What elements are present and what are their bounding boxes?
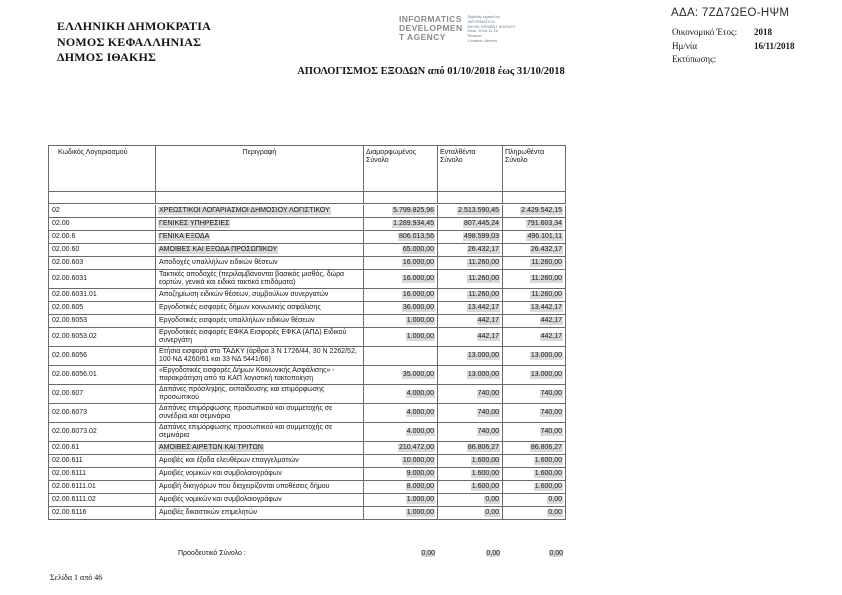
ordered-total-cell: 740,00	[438, 404, 503, 423]
ordered-total-cell: 740,00	[438, 385, 503, 404]
gov-line-municipality: ΔΗΜΟΣ ΙΘΑΚΗΣ	[57, 50, 157, 64]
formed-total-cell: 4.000,00	[364, 385, 438, 404]
account-code-cell: 02.00.6031	[49, 270, 156, 289]
description-cell: Εργοδοτικές εισφορές δήμων κοινωνικής ασφάλισης	[156, 302, 364, 315]
ordered-total-cell: 2.513.590,45	[438, 205, 503, 218]
table-row	[49, 270, 566, 289]
gov-line-republic: ΕΛΛΗΝΙΚΗ ΔΗΜΟΚΡΑΤΙΑ	[57, 19, 211, 33]
stamp-detail-line: Date: 2018.11.16	[467, 28, 498, 34]
paid-total-cell: 1.600,00	[503, 481, 566, 494]
account-code-cell: 02.00.6111	[49, 468, 156, 481]
description-cell: ΧΡΕΩΣΤΙΚΟΙ ΛΟΓΑΡΙΑΣΜΟΙ ΔΗΜΟΣΙΟΥ ΛΟΓΙΣΤΙΚΟΥ	[156, 205, 364, 218]
table-row	[49, 347, 566, 366]
description-cell: Αποδοχές υπαλλήλων ειδικών θέσεων	[156, 257, 364, 270]
table-row	[49, 289, 566, 302]
formed-total-cell: 5.799.825,96	[364, 205, 438, 218]
description-cell: ΓΕΝΙΚΑ ΕΞΟΔΑ	[156, 231, 364, 244]
account-code-cell: 02.00.6031.01	[49, 289, 156, 302]
formed-total-cell: 210.472,00	[364, 442, 438, 455]
table-row	[49, 218, 566, 231]
description-cell: Αμοιβές δικαστικών επιμελητών	[156, 507, 364, 520]
progressive-total-formed: 0,00	[421, 550, 435, 557]
description-cell: Αμοιβές και έξοδα ελευθέρων επαγγελματιών	[156, 455, 364, 468]
paid-total-cell: 0,00	[503, 507, 566, 520]
ordered-total-cell: 442,17	[438, 315, 503, 328]
ordered-total-cell: 1.600,00	[438, 455, 503, 468]
paid-total-cell: 740,00	[503, 404, 566, 423]
account-code-cell: 02.00.60	[49, 244, 156, 257]
stamp-agency-name	[399, 15, 463, 44]
account-code-cell: 02.00.6116	[49, 507, 156, 520]
table-row	[49, 328, 566, 347]
table-row	[49, 385, 566, 404]
progressive-total-formed-cell	[364, 549, 438, 558]
table-row	[49, 442, 566, 455]
table-row	[49, 244, 566, 257]
spacer-cell	[503, 192, 566, 204]
table-row	[49, 455, 566, 468]
ordered-total-cell: 1.600,00	[438, 481, 503, 494]
stamp-detail-line: Location: Athens	[467, 37, 498, 43]
table-row	[49, 257, 566, 270]
spacer-cell	[364, 192, 438, 204]
formed-total-cell: 8.000,00	[364, 481, 438, 494]
formed-total-cell: 1.000,00	[364, 494, 438, 507]
header-description: Περιγραφή	[156, 146, 364, 192]
print-date-label: Ημ/νία	[672, 40, 698, 51]
formed-total-cell: 65.000,00	[364, 244, 438, 257]
table-body	[49, 205, 566, 520]
header-ordered-total: Ενταλθέντα Σύνολο	[438, 146, 503, 192]
table-row	[49, 302, 566, 315]
stamp-detail-line: Digitally signed by	[467, 14, 500, 19]
progressive-total-paid-cell	[503, 549, 566, 558]
formed-total-cell: 9.000,00	[364, 468, 438, 481]
account-code-cell: 02.00.607	[49, 385, 156, 404]
description-cell: Δαπάνες επιμόρφωσης προσωπικού και συμμετοχής σε συνέδρια και σεμινάρια	[156, 404, 364, 423]
paid-total-cell: 740,00	[503, 423, 566, 442]
description-cell: Αμοιβές νομικών και συμβολαιογράφων	[156, 494, 364, 507]
ordered-total-cell: 1.600,00	[438, 468, 503, 481]
print-date-label-2: Εκτύπωσης:	[672, 54, 717, 64]
page-number: Σελίδα 1 από 46	[50, 573, 103, 582]
description-cell: Δαπάνες πρόσληψης, εκπαίδευσης και επιμόρφωσης προσωπικού	[156, 385, 364, 404]
paid-total-cell: 496.101,11	[503, 231, 566, 244]
report-meta	[672, 26, 795, 67]
ada-code: ΑΔΑ: 7ΖΔ7ΩΕΟ-ΗΨΜ	[671, 7, 790, 19]
spacer-row	[49, 192, 566, 205]
header-formed-total: Διαμορφωμένος Σύνολο	[364, 146, 438, 192]
formed-total-cell: 16.000,00	[364, 270, 438, 289]
account-code-cell: 02.00.6111.01	[49, 481, 156, 494]
description-cell: ΓΕΝΙΚΕΣ ΥΠΗΡΕΣΙΕΣ	[156, 218, 364, 231]
account-code-cell: 02.00.61	[49, 442, 156, 455]
account-code-cell: 02.00.605	[49, 302, 156, 315]
formed-total-cell: 35.000,00	[364, 366, 438, 385]
table-row	[49, 315, 566, 328]
paid-total-cell: 740,00	[503, 385, 566, 404]
ordered-total-cell: 86.806,27	[438, 442, 503, 455]
paid-total-cell: 1.600,00	[503, 468, 566, 481]
fiscal-year-row	[672, 26, 795, 40]
progressive-total-ordered-cell	[438, 549, 503, 558]
account-code-cell: 02.00.6073.02	[49, 423, 156, 442]
paid-total-cell: 791.603,34	[503, 218, 566, 231]
ordered-total-cell: 11.260,00	[438, 289, 503, 302]
formed-total-cell: 1.000,00	[364, 328, 438, 347]
paid-total-cell: 1.600,00	[503, 455, 566, 468]
ordered-total-cell: 11.260,00	[438, 257, 503, 270]
formed-total-cell: 1.000,00	[364, 507, 438, 520]
paid-total-cell: 11.260,00	[503, 257, 566, 270]
table-row	[49, 205, 566, 218]
ordered-total-cell: 0,00	[438, 507, 503, 520]
formed-total-cell: 36.000,00	[364, 302, 438, 315]
ordered-total-cell: 0,00	[438, 494, 503, 507]
formed-total-cell	[364, 347, 438, 366]
paid-total-cell: 26.432,17	[503, 244, 566, 257]
account-code-cell: 02.00.611	[49, 455, 156, 468]
ordered-total-cell: 807.445,24	[438, 218, 503, 231]
progressive-total-ordered: 0,00	[486, 550, 500, 557]
account-code-cell: 02.00.6073	[49, 404, 156, 423]
paid-total-cell: 13.442,17	[503, 302, 566, 315]
spacer-cell	[156, 192, 364, 204]
account-code-cell: 02.00.6	[49, 231, 156, 244]
paid-total-cell: 442,17	[503, 315, 566, 328]
ordered-total-cell: 11.260,00	[438, 270, 503, 289]
description-cell: ΑΜΟΙΒΕΣ ΑΙΡΕΤΩΝ ΚΑΙ ΤΡΙΤΩΝ	[156, 442, 364, 455]
expenses-table	[48, 145, 566, 520]
table-row	[49, 481, 566, 494]
digital-signature-stamp	[399, 15, 542, 44]
description-cell: Εργοδοτικές εισφορές υπαλλήλων ειδικών θέσεων	[156, 315, 364, 328]
description-cell: Αμοιβές νομικών και συμβολαιογράφων	[156, 468, 364, 481]
table-row	[49, 468, 566, 481]
print-date-row	[672, 40, 795, 54]
ordered-total-cell: 442,17	[438, 328, 503, 347]
account-code-cell: 02.00.6111.02	[49, 494, 156, 507]
account-code-cell: 02.00.6053.02	[49, 328, 156, 347]
paid-total-cell: 442,17	[503, 328, 566, 347]
stamp-signature-details	[468, 15, 542, 44]
progressive-total-row	[48, 549, 566, 558]
account-code-cell: 02.00.6056	[49, 347, 156, 366]
fiscal-year-value: 2018	[754, 27, 772, 37]
table-row	[49, 494, 566, 507]
table-row	[49, 507, 566, 520]
table-row	[49, 404, 566, 423]
table-row	[49, 231, 566, 244]
table-row	[49, 423, 566, 442]
description-cell: Αποζημίωση ειδικών θέσεων, συμβούλων συνεργατών	[156, 289, 364, 302]
stamp-detail-line: INFORMATICS	[467, 18, 495, 24]
ordered-total-cell: 498.599,03	[438, 231, 503, 244]
formed-total-cell: 1.289.934,45	[364, 218, 438, 231]
stamp-agency-line: DEVELOPMEN	[399, 23, 463, 33]
fiscal-year-label: Οικονομικό Έτος:	[672, 27, 738, 37]
ordered-total-cell: 13.000,00	[438, 347, 503, 366]
account-code-cell: 02.00.603	[49, 257, 156, 270]
stamp-detail-line: Reason:	[467, 33, 483, 39]
formed-total-cell: 16.000,00	[364, 257, 438, 270]
progressive-total-paid: 0,00	[549, 550, 563, 557]
print-date-row-2	[672, 53, 795, 67]
account-code-cell: 02.00.6056.01	[49, 366, 156, 385]
description-cell: Ετήσια εισφορά στο ΤΑΔΚΥ (άρθρα 3 Ν 1726/44, 30 Ν 2262/52, 100 ΝΔ 4260/61 και 33 ΝΔ 5441/66)	[156, 347, 364, 366]
table-header-row	[49, 146, 566, 192]
account-code-cell: 02.00.6053	[49, 315, 156, 328]
progressive-total-label: Προοδευτικό Σύνολο :	[178, 550, 246, 557]
paid-total-cell: 2.429.542,15	[503, 205, 566, 218]
formed-total-cell: 1.000,00	[364, 315, 438, 328]
ordered-total-cell: 740,00	[438, 423, 503, 442]
paid-total-cell: 11.260,00	[503, 270, 566, 289]
description-cell: Τακτικές αποδοχές (περιλαμβάνονται βασικός μισθός, δώρα εορτών, γενικά και ειδικά τακτικά επιδόματα)	[156, 270, 364, 289]
formed-total-cell: 4.000,00	[364, 404, 438, 423]
description-cell: Εργοδοτικές εισφορές ΕΦΚΑ Εισφορές ΕΦΚΑ (ΑΠΔ) Ειδικού συνεργάτη	[156, 328, 364, 347]
stamp-detail-line: DEVELOPMENT AGENCY	[467, 23, 516, 29]
ordered-total-cell: 13.000,00	[438, 366, 503, 385]
ordered-total-cell: 13.442,17	[438, 302, 503, 315]
paid-total-cell: 13.000,00	[503, 366, 566, 385]
table-row	[49, 366, 566, 385]
paid-total-cell: 86.806,27	[503, 442, 566, 455]
stamp-agency-line: INFORMATICS	[399, 14, 462, 24]
header-paid-total: Πληρωθέντα Σύνολο	[503, 146, 566, 192]
account-code-cell: 02.00	[49, 218, 156, 231]
header-account-code: Κωδικός Λογαριασμού	[49, 146, 156, 192]
gov-line-prefecture: ΝΟΜΟΣ ΚΕΦΑΛΛΗΝΙΑΣ	[57, 34, 202, 49]
formed-total-cell: 4.000,00	[364, 423, 438, 442]
paid-total-cell: 11.260,00	[503, 289, 566, 302]
stamp-agency-line: T AGENCY	[399, 32, 446, 42]
description-cell: Δαπάνες επιμόρφωσης προσωπικού και συμμετοχής σε σεμινάρια	[156, 423, 364, 442]
formed-total-cell: 16.000,00	[364, 289, 438, 302]
print-date-value: 16/11/2018	[754, 40, 795, 51]
ordered-total-cell: 26.432,17	[438, 244, 503, 257]
description-cell: «Εργοδοτικές εισφορές Δήμων Κοινωνικής Ασφάλισης» - παρακράτηση από τα ΚΑΠ λογιστική τακτοποίηση	[156, 366, 364, 385]
description-cell: ΑΜΟΙΒΕΣ ΚΑΙ ΕΞΟΔΑ ΠΡΟΣΩΠΙΚΟΥ	[156, 244, 364, 257]
paid-total-cell: 13.000,00	[503, 347, 566, 366]
gov-header	[57, 19, 211, 66]
paid-total-cell: 0,00	[503, 494, 566, 507]
formed-total-cell: 806.013,56	[364, 231, 438, 244]
report-title: ΑΠΟΛΟΓΙΣΜΟΣ ΕΞΟΔΩΝ από 01/10/2018 έως 31/10/2018	[297, 66, 565, 77]
spacer-cell	[438, 192, 503, 204]
account-code-cell: 02	[49, 205, 156, 218]
formed-total-cell: 10.000,00	[364, 455, 438, 468]
spacer-cell	[49, 192, 156, 204]
description-cell: Αμοιβή δικηγόρων που διαχειρίζονται υποθέσεις δήμου	[156, 481, 364, 494]
